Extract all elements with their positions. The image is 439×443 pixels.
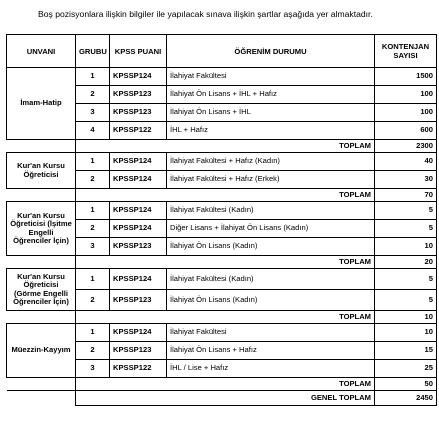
grup-cell: 1 [76, 324, 110, 342]
grup-cell: 2 [76, 171, 110, 189]
kpss-cell: KPSSP123 [110, 86, 167, 104]
grup-cell: 2 [76, 220, 110, 238]
sayi-cell: 25 [375, 360, 437, 378]
header-ogrenim: ÖĞRENİM DURUMU [167, 35, 375, 68]
total-value: 2300 [375, 140, 437, 153]
total-spacer [7, 378, 76, 391]
header-grup: GRUBU [76, 35, 110, 68]
total-row [7, 378, 437, 391]
total-label: TOPLAM [76, 256, 375, 269]
total-spacer [7, 140, 76, 153]
total-value: 10 [375, 311, 437, 324]
table-row [7, 153, 437, 171]
sayi-cell: 5 [375, 290, 437, 311]
total-label: TOPLAM [76, 140, 375, 153]
kpss-cell: KPSSP122 [110, 360, 167, 378]
grup-cell: 3 [76, 238, 110, 256]
kpss-cell: KPSSP123 [110, 238, 167, 256]
kpss-cell: KPSSP123 [110, 104, 167, 122]
sayi-cell: 5 [375, 202, 437, 220]
section-title: Kur'an Kursu Öğreticisi (Görme Engelli Öğrenciler İçin) [7, 269, 76, 311]
section-title: Kur'an Kursu Öğreticisi (İşitme Engelli Öğrenciler İçin) [7, 202, 76, 256]
grup-cell: 1 [76, 153, 110, 171]
section-title: Müezzin-Kayyım [7, 324, 76, 378]
grup-cell: 2 [76, 342, 110, 360]
total-value: 70 [375, 189, 437, 202]
header-unvan: UNVANI [7, 35, 76, 68]
grup-cell: 1 [76, 68, 110, 86]
ogrenim-cell: İlahiyat Fakültesi + Hafız (Erkek) [167, 171, 375, 189]
total-row [7, 189, 437, 202]
ogrenim-cell: İlahiyat Fakültesi + Hafız (Kadın) [167, 153, 375, 171]
grup-cell: 1 [76, 269, 110, 290]
ogrenim-cell: İlahiyat Ön Lisans (Kadın) [167, 238, 375, 256]
intro-text: Boş pozisyonlara ilişkin bilgiler ile yapılacak sınava ilişkin şartlar aşağıda yer almaktadır. [38, 9, 373, 19]
sayi-cell: 10 [375, 238, 437, 256]
sayi-cell: 100 [375, 104, 437, 122]
ogrenim-cell: İlahiyat Fakültesi [167, 324, 375, 342]
ogrenim-cell: İlahiyat Fakültesi [167, 68, 375, 86]
total-row [7, 140, 437, 153]
sayi-cell: 30 [375, 171, 437, 189]
sayi-cell: 100 [375, 86, 437, 104]
grand-total-row [7, 391, 437, 406]
kpss-cell: KPSSP124 [110, 68, 167, 86]
grup-cell: 3 [76, 104, 110, 122]
kpss-cell: KPSSP123 [110, 290, 167, 311]
sayi-cell: 40 [375, 153, 437, 171]
ogrenim-cell: İlahiyat Ön Lisans + Hafız [167, 342, 375, 360]
total-value: 20 [375, 256, 437, 269]
ogrenim-cell: İHL / Lise + Hafız [167, 360, 375, 378]
kpss-cell: KPSSP124 [110, 202, 167, 220]
sayi-cell: 15 [375, 342, 437, 360]
kpss-cell: KPSSP124 [110, 153, 167, 171]
ogrenim-cell: Diğer Lisans + İlahiyat Ön Lisans (Kadın) [167, 220, 375, 238]
ogrenim-cell: İlahiyat Ön Lisans + İHL + Hafız [167, 86, 375, 104]
grup-cell: 1 [76, 202, 110, 220]
kpss-cell: KPSSP124 [110, 220, 167, 238]
table-row [7, 324, 437, 342]
sayi-cell: 5 [375, 269, 437, 290]
table-row [7, 269, 437, 290]
total-spacer [7, 189, 76, 202]
total-value: 50 [375, 378, 437, 391]
ogrenim-cell: İlahiyat Ön Lisans + İHL [167, 104, 375, 122]
header-row [7, 35, 437, 68]
grup-cell: 2 [76, 290, 110, 311]
total-label: TOPLAM [76, 189, 375, 202]
grand-total-value: 2450 [375, 391, 437, 406]
ogrenim-cell: İHL + Hafız [167, 122, 375, 140]
sayi-cell: 1500 [375, 68, 437, 86]
table-row [7, 68, 437, 86]
positions-table [6, 34, 437, 406]
sayi-cell: 5 [375, 220, 437, 238]
total-spacer [7, 311, 76, 324]
kpss-cell: KPSSP124 [110, 324, 167, 342]
header-kpss: KPSS PUANI [110, 35, 167, 68]
grup-cell: 4 [76, 122, 110, 140]
grand-total-spacer [7, 391, 76, 406]
total-label: TOPLAM [76, 311, 375, 324]
total-row [7, 311, 437, 324]
ogrenim-cell: İlahiyat Fakültesi (Kadın) [167, 202, 375, 220]
kpss-cell: KPSSP124 [110, 171, 167, 189]
table-row [7, 202, 437, 220]
total-label: TOPLAM [76, 378, 375, 391]
kpss-cell: KPSSP123 [110, 342, 167, 360]
ogrenim-cell: İlahiyat Ön Lisans (Kadın) [167, 290, 375, 311]
section-title: Kur'an Kursu Öğreticisi [7, 153, 76, 189]
sayi-cell: 10 [375, 324, 437, 342]
header-kontenjan: KONTENJAN SAYISI [375, 35, 437, 68]
grup-cell: 2 [76, 86, 110, 104]
kpss-cell: KPSSP122 [110, 122, 167, 140]
ogrenim-cell: İlahiyat Fakültesi (Kadın) [167, 269, 375, 290]
sayi-cell: 600 [375, 122, 437, 140]
total-row [7, 256, 437, 269]
grup-cell: 3 [76, 360, 110, 378]
grand-total-label: GENEL TOPLAM [76, 391, 375, 406]
section-title: İmam-Hatip [7, 68, 76, 140]
total-spacer [7, 256, 76, 269]
kpss-cell: KPSSP124 [110, 269, 167, 290]
